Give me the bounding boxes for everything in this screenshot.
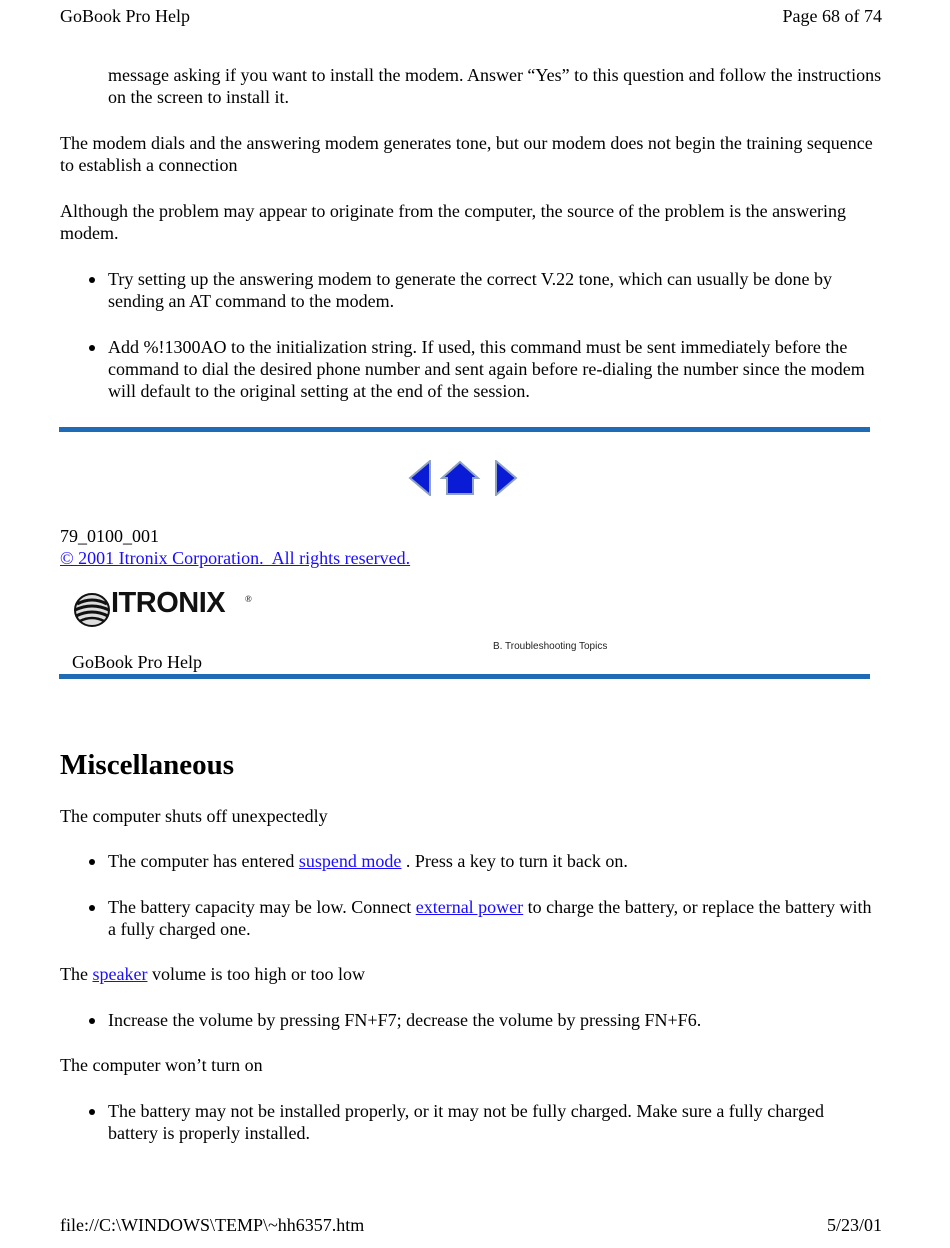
globe-icon bbox=[73, 592, 111, 628]
page-title: Miscellaneous bbox=[60, 749, 234, 781]
header-title: GoBook Pro Help bbox=[60, 6, 190, 26]
battery-text-after: to charge the battery, or replace the battery with a fully charged one. bbox=[108, 897, 872, 939]
modem-training-paragraph: The modem dials and the answering modem generates tone, but our modem does not begin the training sequence to establish a connection bbox=[60, 133, 873, 175]
copyright-link[interactable]: © 2001 Itronix Corporation. All rights reserved. bbox=[60, 548, 411, 568]
answering-modem-paragraph: Although the problem may appear to originate from the computer, the source of the problem is the answering modem. bbox=[60, 201, 847, 243]
document-id: 79_0100_001 bbox=[60, 526, 159, 546]
shutoff-heading: The computer shuts off unexpectedly bbox=[60, 806, 328, 826]
home-icon[interactable] bbox=[440, 460, 480, 496]
battery-text-before: The battery capacity may be low. Connect bbox=[108, 897, 416, 917]
logo-wordmark: ITRONIX bbox=[111, 587, 226, 619]
external-power-link[interactable]: external power bbox=[415, 897, 524, 917]
list-item: Try setting up the answering modem to generate the correct V.22 tone, which can usually be done by sending an AT command to the modem. bbox=[108, 268, 878, 312]
previous-arrow-icon[interactable] bbox=[408, 460, 432, 496]
app-name: GoBook Pro Help bbox=[72, 652, 202, 672]
suspend-text-before: The computer has entered bbox=[108, 851, 299, 871]
next-arrow-icon[interactable] bbox=[494, 460, 518, 496]
suspend-mode-link[interactable]: suspend mode bbox=[298, 851, 402, 871]
navigation-bar bbox=[408, 458, 520, 498]
intro-continued: message asking if you want to install the modem. Answer “Yes” to this question and follow the instructions on the screen to install it. bbox=[108, 65, 882, 107]
speaker-text-after: volume is too high or too low bbox=[147, 964, 365, 984]
header-divider bbox=[59, 674, 870, 679]
file-path: file://C:\WINDOWS\TEMP\~hh6357.htm bbox=[60, 1215, 365, 1235]
suspend-text-after: . Press a key to turn it back on. bbox=[401, 851, 628, 871]
speaker-link[interactable]: speaker bbox=[92, 964, 148, 984]
itronix-logo bbox=[73, 587, 263, 630]
speaker-text-before: The bbox=[60, 964, 93, 984]
wont-turn-on-heading: The computer won’t turn on bbox=[60, 1055, 263, 1075]
list-item: Increase the volume by pressing FN+F7; decrease the volume by pressing FN+F6. bbox=[108, 1009, 878, 1031]
speaker-heading bbox=[60, 963, 880, 985]
page-number: Page 68 of 74 bbox=[782, 6, 882, 26]
list-item bbox=[108, 850, 878, 872]
list-item: Add %!1300AO to the initialization string. If used, this command must be sent immediately before the command to dial the desired phone number and sent again before re-dialing the number since the modem will default to the original setting at the end of the session. bbox=[108, 336, 878, 402]
print-date: 5/23/01 bbox=[826, 1215, 882, 1235]
registered-mark: ® bbox=[245, 594, 252, 604]
list-item: The battery may not be installed properly, or it may not be fully charged. Make sure a fully charged battery is properly installed. bbox=[108, 1100, 878, 1144]
list-item bbox=[108, 896, 878, 940]
section-divider bbox=[59, 427, 870, 432]
section-label: B. Troubleshooting Topics bbox=[493, 641, 608, 652]
